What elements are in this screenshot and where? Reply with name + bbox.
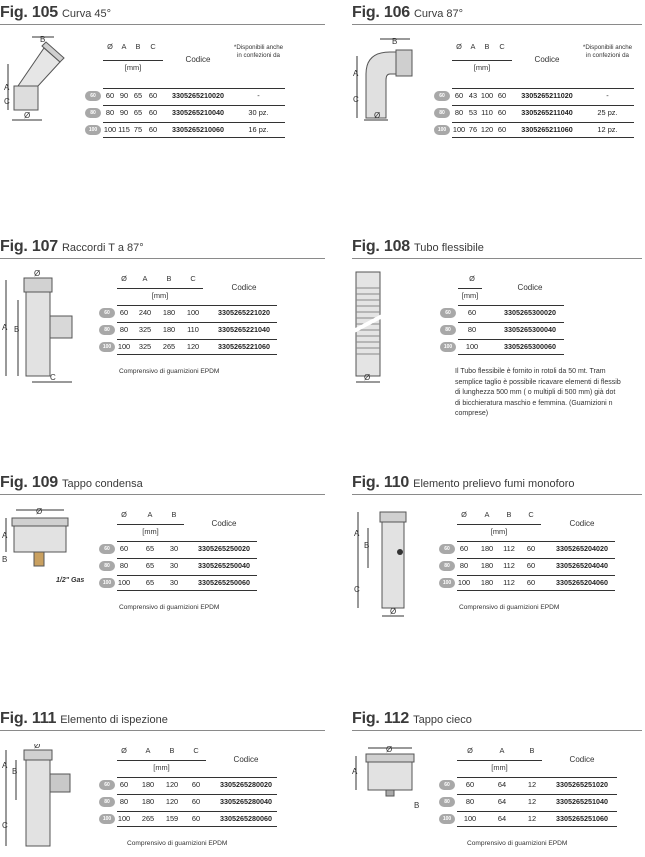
table-row [442,811,617,827]
table-row [445,305,564,320]
pack-quantity: 30 pz. [248,108,269,117]
size-badge-icon: 80 [439,797,455,807]
value-cell: 64 [497,780,507,789]
availability-header: *Disponibili anche in confezioni da [233,44,284,59]
value-cell: 180 [162,308,176,317]
value-cell: 80 [119,797,129,806]
value-cell: 43 [468,91,478,100]
product-code: 3305265210020 [172,91,224,100]
fig-108-title: Fig. 108 Tubo flessibile [352,238,484,255]
size-badge-icon: 100 [434,125,450,135]
size-badge-icon: 60 [439,544,455,554]
value-cell: 65 [145,578,155,587]
value-cell: 60 [119,544,129,553]
unit-label: [mm] [117,524,184,536]
unit-label: [mm] [457,760,542,772]
value-cell: 75 [133,125,143,134]
value-cell: 100 [452,125,466,134]
spec-table-fig-105 [88,42,305,152]
table-row [442,575,615,591]
value-cell: 60 [148,91,158,100]
table-row [104,305,277,320]
svg-text:Ø: Ø [364,373,371,382]
table-row [444,558,615,573]
size-badge-icon: 80 [440,325,456,335]
value-cell: 60 [465,780,475,789]
fig-111-title: Fig. 111 Elemento di ispezione [0,710,168,727]
fig-108-paragraph: Il Tubo flessibile è fornito in rotoli da 50 mt. Tram semplice taglio è possibile ricavare elementi di flessib di lunghezza 500 mm ( o multipli di 500 mm) già dot di bicchieratura maschio e femmina. (Guarnizioni n comprese) [455,368,621,417]
table-row [444,794,617,809]
product-code: 3305265250040 [198,561,250,570]
column-header: B [484,42,490,51]
table-row [443,339,564,355]
size-badge-icon: 60 [85,91,101,101]
product-code: 3305265204040 [556,561,608,570]
svg-text:C: C [354,585,360,594]
product-code: 3305265221040 [218,325,270,334]
gasket-note: Comprensivo di guarnizioni EPDM [119,604,220,611]
value-cell: 325 [138,325,152,334]
value-cell: 325 [138,342,152,351]
code-column-header: Codice [231,283,257,292]
table-row [104,777,277,792]
unit-label: [mm] [117,288,203,300]
value-cell: 180 [141,797,155,806]
unit-label: [mm] [103,60,163,72]
size-badge-icon: 100 [439,578,455,588]
svg-text:B: B [40,35,46,44]
value-cell: 180 [162,325,176,334]
value-cell: 90 [119,91,129,100]
value-cell: 80 [119,561,129,570]
table-row [102,811,277,827]
spec-table-fig-107 [102,274,297,384]
product-code: 3305265300040 [504,325,556,334]
value-cell: 60 [526,544,536,553]
column-header: Ø [467,746,473,755]
value-cell: 12 [527,814,537,823]
product-code: 3305265250020 [198,544,250,553]
availability-header: *Disponibili anche in confezioni da [582,44,633,59]
svg-text:A: A [353,69,359,78]
value-cell: 112 [503,561,515,570]
size-badge-icon: 80 [85,108,101,118]
value-cell: 60 [459,544,469,553]
value-cell: 80 [105,108,115,117]
value-cell: 80 [459,561,469,570]
value-cell: 53 [468,108,478,117]
value-cell: 120 [186,342,200,351]
fig-109-title: Fig. 109 Tappo condensa [0,474,143,491]
value-cell: 60 [497,125,507,134]
svg-text:B: B [12,767,18,776]
svg-text:B: B [414,801,420,810]
value-cell: 100 [117,814,131,823]
value-cell: 110 [187,325,199,334]
column-header: Ø [107,42,113,51]
gasket-note: Comprensivo di guarnizioni EPDM [467,840,568,847]
product-code: 3305265221020 [218,308,270,317]
fig-111-diagram [2,744,82,854]
size-badge-icon: 60 [440,308,456,318]
fig-112-title: Fig. 112 Tappo cieco [352,710,472,727]
value-cell: 80 [119,325,129,334]
value-cell: 80 [465,797,475,806]
table-row [102,575,257,591]
gasket-note: Comprensivo di guarnizioni EPDM [459,604,560,611]
size-badge-icon: 60 [434,91,450,101]
code-column-header: Codice [534,55,560,64]
fig-109-diagram [2,506,98,586]
value-cell: 100 [103,125,117,134]
column-header: A [499,746,505,755]
spec-table-fig-109 [102,510,277,620]
column-header: Ø [121,274,127,283]
code-column-header: Codice [569,519,595,528]
fig-108-diagram [352,270,392,390]
size-badge-icon: 80 [99,797,115,807]
svg-text:B: B [14,325,20,334]
product-code: 3305265251020 [556,780,608,789]
column-header: A [470,42,476,51]
fig-110-title: Fig. 110 Elemento prelievo fumi monoforo [352,474,575,491]
svg-text:A: A [354,529,360,538]
size-badge-icon: 60 [99,544,115,554]
fig-105-diagram [2,34,82,126]
size-badge-icon: 60 [439,780,455,790]
size-badge-icon: 80 [99,325,115,335]
product-code: 3305265221060 [218,342,270,351]
fig-106-diagram [352,34,432,126]
value-cell: 60 [119,308,129,317]
svg-text:B: B [2,555,8,564]
size-badge-icon: 80 [99,561,115,571]
product-code: 3305265211040 [521,108,573,117]
value-cell: 65 [133,91,143,100]
value-cell: 240 [138,308,152,317]
size-badge-icon: 80 [434,108,450,118]
value-cell: 265 [141,814,155,823]
value-cell: 180 [480,544,494,553]
value-cell: 60 [191,797,201,806]
table-row [90,88,285,103]
value-cell: 112 [503,578,515,587]
pack-quantity: - [606,91,609,100]
code-column-header: Codice [233,755,259,764]
product-code: 3305265250060 [198,578,250,587]
svg-text:C: C [4,97,10,106]
pack-quantity: 25 pz. [597,108,618,117]
size-badge-icon: 60 [99,780,115,790]
size-badge-icon: 100 [439,814,455,824]
table-row [444,777,617,792]
value-cell: 60 [497,91,507,100]
unit-label: [mm] [457,524,541,536]
value-cell: 60 [467,308,477,317]
value-cell: 76 [468,125,478,134]
column-header: A [145,746,151,755]
value-cell: 60 [454,91,464,100]
table-row [104,541,257,556]
value-cell: 112 [503,544,515,553]
size-badge-icon: 100 [99,814,115,824]
table-row [90,105,285,120]
value-cell: 159 [165,814,179,823]
column-header: C [193,746,199,755]
product-code: 3305265280060 [220,814,272,823]
table-row [439,88,634,103]
size-badge-icon: 100 [99,342,115,352]
value-cell: 120 [480,125,494,134]
pack-quantity: 16 pz. [248,125,269,134]
column-header: C [499,42,505,51]
table-row [104,794,277,809]
product-code: 3305265211020 [521,91,573,100]
spec-table-fig-112 [442,746,637,856]
code-column-header: Codice [517,283,543,292]
spec-table-fig-108 [443,274,584,384]
value-cell: 60 [148,108,158,117]
value-cell: 115 [118,125,130,134]
value-cell: 60 [526,578,536,587]
unit-label: [mm] [452,60,512,72]
table-row [444,541,615,556]
value-cell: 65 [145,561,155,570]
table-row [104,322,277,337]
value-cell: 90 [119,108,129,117]
product-code: 3305265280040 [220,797,272,806]
svg-text:B: B [392,37,398,46]
value-cell: 180 [141,780,155,789]
svg-text:C: C [50,373,56,382]
column-header: Ø [121,746,127,755]
svg-text:Ø: Ø [386,745,393,754]
value-cell: 12 [527,780,537,789]
value-cell: 110 [481,108,493,117]
value-cell: 60 [497,108,507,117]
value-cell: 265 [162,342,176,351]
value-cell: 65 [145,544,155,553]
value-cell: 100 [480,91,494,100]
value-cell: 100 [117,578,131,587]
column-header: C [150,42,156,51]
unit-label: [mm] [458,288,482,300]
fig-106-title: Fig. 106 Curva 87° [352,4,464,21]
code-column-header: Codice [569,755,595,764]
value-cell: 100 [465,342,479,351]
value-cell: 12 [527,797,537,806]
column-header: B [506,510,512,519]
value-cell: 65 [133,108,143,117]
value-cell: 100 [186,308,200,317]
svg-text:A: A [2,761,8,770]
value-cell: 60 [526,561,536,570]
product-code: 3305265280020 [220,780,272,789]
column-header: A [121,42,127,51]
column-header: B [169,746,175,755]
spec-table-fig-111 [102,746,297,856]
svg-text:Ø: Ø [374,111,381,120]
pack-quantity: - [257,91,260,100]
column-header: C [190,274,196,283]
size-badge-icon: 100 [85,125,101,135]
svg-text:1/2" Gas: 1/2" Gas [56,577,85,584]
value-cell: 60 [191,780,201,789]
table-row [104,558,257,573]
column-header: Ø [469,274,475,283]
table-row [102,339,277,355]
svg-text:A: A [4,83,10,92]
svg-text:A: A [352,767,358,776]
size-badge-icon: 60 [99,308,115,318]
value-cell: 30 [169,561,179,570]
svg-text:B: B [364,541,370,550]
value-cell: 120 [165,780,179,789]
product-code: 3305265204020 [556,544,608,553]
spec-table-fig-110 [442,510,635,620]
spec-table-fig-106 [437,42,645,152]
value-cell: 100 [463,814,477,823]
product-code: 3305265251040 [556,797,608,806]
code-column-header: Codice [185,55,211,64]
code-column-header: Codice [211,519,237,528]
product-code: 3305265210060 [172,125,224,134]
value-cell: 60 [148,125,158,134]
product-code: 3305265300060 [504,342,556,351]
unit-label: [mm] [117,760,206,772]
column-header: Ø [456,42,462,51]
product-code: 3305265251060 [556,814,608,823]
value-cell: 60 [105,91,115,100]
column-header: B [171,510,177,519]
value-cell: 60 [191,814,201,823]
table-row [437,122,634,138]
column-header: C [528,510,534,519]
size-badge-icon: 100 [440,342,456,352]
product-code: 3305265300020 [504,308,556,317]
value-cell: 100 [457,578,471,587]
column-header: A [147,510,153,519]
value-cell: 100 [117,342,131,351]
size-badge-icon: 80 [439,561,455,571]
fig-107-title: Fig. 107 Raccordi T a 87° [0,238,144,255]
svg-text:Ø: Ø [390,607,397,616]
gasket-note: Comprensivo di guarnizioni EPDM [119,368,220,375]
column-header: B [135,42,141,51]
fig-112-diagram [352,742,432,822]
value-cell: 120 [165,797,179,806]
value-cell: 80 [454,108,464,117]
value-cell: 30 [169,544,179,553]
gasket-note: Comprensivo di guarnizioni EPDM [127,840,228,847]
svg-text:Ø: Ø [24,111,31,120]
column-header: A [484,510,490,519]
column-header: A [142,274,148,283]
value-cell: 60 [119,780,129,789]
product-code: 3305265210040 [172,108,224,117]
column-header: Ø [461,510,467,519]
fig-105-title: Fig. 105 Curva 45° [0,4,112,21]
table-row [88,122,285,138]
column-header: B [166,274,172,283]
svg-text:C: C [353,95,359,104]
svg-text:Ø: Ø [36,507,43,516]
table-row [439,105,634,120]
value-cell: 180 [480,578,494,587]
fig-110-diagram [352,508,422,620]
svg-text:A: A [2,531,8,540]
pack-quantity: 12 pz. [597,125,618,134]
svg-text:Ø: Ø [34,270,41,278]
column-header: Ø [121,510,127,519]
product-code: 3305265204060 [556,578,608,587]
svg-text:Ø: Ø [34,744,41,750]
value-cell: 180 [480,561,494,570]
value-cell: 64 [497,797,507,806]
value-cell: 64 [497,814,507,823]
product-code: 3305265211060 [521,125,573,134]
column-header: B [529,746,535,755]
table-row [445,322,564,337]
svg-text:A: A [2,323,8,332]
svg-text:C: C [2,821,8,830]
value-cell: 30 [169,578,179,587]
fig-107-diagram [2,270,82,386]
value-cell: 80 [467,325,477,334]
size-badge-icon: 100 [99,578,115,588]
